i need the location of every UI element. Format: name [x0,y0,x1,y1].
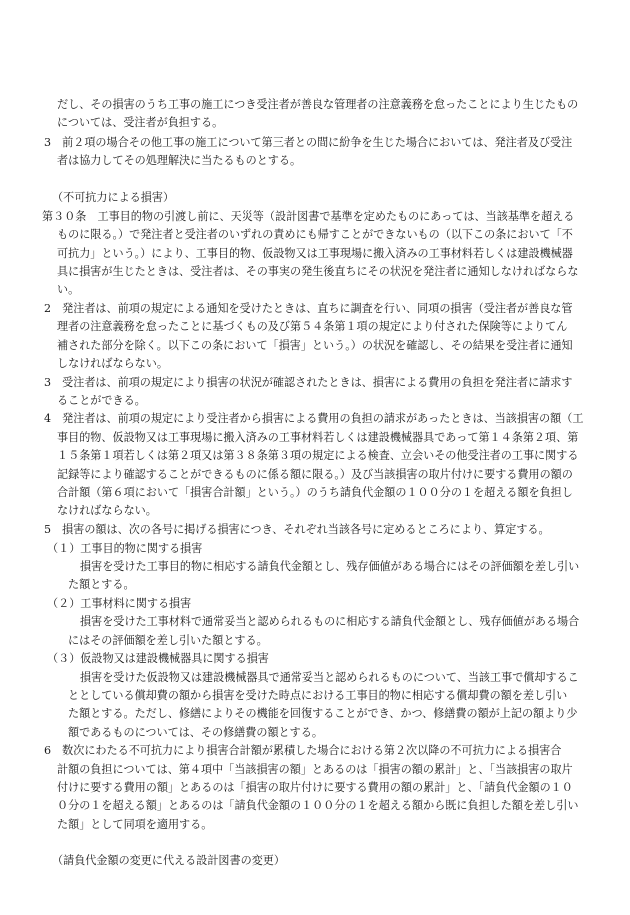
text-line: ものに限る。）で発注者と受注者のいずれの責めにも帰すことができないもの（以下この条において「不 [57,228,573,241]
text-line: 補された部分を除く。以下この条において「損害」という。）の状況を確認し、その結果を受注者に通知 [57,339,573,352]
text-line: た額とする。ただし、修繕によりその機能を回復することができ、かつ、修繕費の額が上記の額より少 [68,707,578,720]
text-line: 理者の注意義務を怠ったことに基づくもの及び第５４条第１項の規定により付された保険等によりてん [57,320,568,333]
text-line: 第３０条 工事目的物の引渡し前に、天災等（設計図書で基準を定めたものにあっては、当該基準を超える [42,210,575,223]
text-line: だし、その損害のうち工事の施工につき受注者が善良な管理者の注意義務を怠ったことにより生じたもの [57,98,579,111]
text-line: た額」として同項を適用する。 [57,818,213,831]
text-line: 損害を受けた工事目的物に相応する請負代金額とし、残存価値がある場合にはその評価額を差し引い [80,560,580,573]
text-line: た額とする。 [68,578,135,591]
text-line: 損害を受けた仮設物又は建設機械器具で通常妥当と認められるものについて、当該工事で償却するこ [80,671,579,684]
text-line: 5 損害の額は、次の各号に掲げる損害につき、それぞれ当該各号に定めるところにより、算定する。 [44,523,550,536]
text-line: 額であるものについては、その修繕費の額とする。 [68,726,323,739]
text-line: ることができる。 [57,394,146,407]
text-line: にはその評価額を差し引いた額とする。 [68,634,268,647]
section-heading: （不可抗力による損害） [52,191,175,204]
item-heading: （２）工事材料に関する損害 [47,597,192,610]
text-line: しなければならない。 [57,357,168,370]
text-line: 4 発注者は、前項の規定により受注者から損害による費用の負担の請求があったときは、当該損害の額（工 [44,412,584,425]
text-line: 者は協力してその処理解決に当たるものとする。 [57,154,302,167]
text-line: 3 受注者は、前項の規定により損害の状況が確認されたときは、損害による費用の負担を発注者に請求す [44,376,573,389]
text-line: については、受注者が負担する。 [57,116,224,129]
text-line: 具に損害が生じたときは、受注者は、その事実の発生後直ちにその状況を発注者に通知しなければならな [57,265,579,278]
text-line: 可抗力」という。）により、工事目的物、仮設物又は工事現場に搬入済みの工事材料若しくは建設機械器 [57,247,573,260]
item-heading: （３）仮設物又は建設機械器具に関する損害 [47,652,269,665]
item-heading: （１）工事目的物に関する損害 [47,542,203,555]
text-line: ととしている償却費の額から損害を受けた時点における工事目的物に相応する償却費の額を差し引い [68,689,568,702]
text-line: １５条第１項若しくは第２項又は第３８条第３項の規定による検査、立会いその他受注者の工事に関する [57,449,579,462]
text-line: 3 前２項の場合その他工事の施工について第三者との間に紛争を生じた場合においては、発注者及び受注 [44,136,573,149]
text-line: い。 [57,283,80,296]
text-line: 損害を受けた工事材料で通常妥当と認められるものに相応する請負代金額とし、残存価値がある場合 [80,615,580,628]
text-line: 記録等により確認することができるものに係る額に限る。）及び当該損害の取片付けに要する費用の額の [57,468,573,481]
text-line: 6 数次にわたる不可抗力により損害合計額が累積した場合における第２次以降の不可抗力による損害合 [44,744,562,757]
text-line: 合計額（第６項において「損害合計額」という。）のうち請負代金額の１００分の１を超える額を負担し [57,486,573,499]
text-line: 計額の負担については、第４項中「当該損害の額」とあるのは「損害の額の累計」と、「当該損害の取片 [57,763,573,776]
text-line: なければならない。 [57,504,157,517]
text-line: 2 発注者は、前項の規定による通知を受けたときは、直ちに調査を行い、同項の損害（受注者が善良な管 [44,302,573,315]
text-line: 事目的物、仮設物又は工事現場に搬入済みの工事材料若しくは建設機械器具であって第１４条第２項、第 [57,431,579,444]
section-heading: （請負代金額の変更に代える設計図書の変更） [52,854,285,867]
text-line: ０分の１を超える額」とあるのは「請負代金額の１００分の１を超える額から既に負担した額を差し引い [57,799,579,812]
text-line: 付けに要する費用の額」とあるのは「損害の取片付けに要する費用の額の累計」と、「請負代金額の１０ [57,781,573,794]
